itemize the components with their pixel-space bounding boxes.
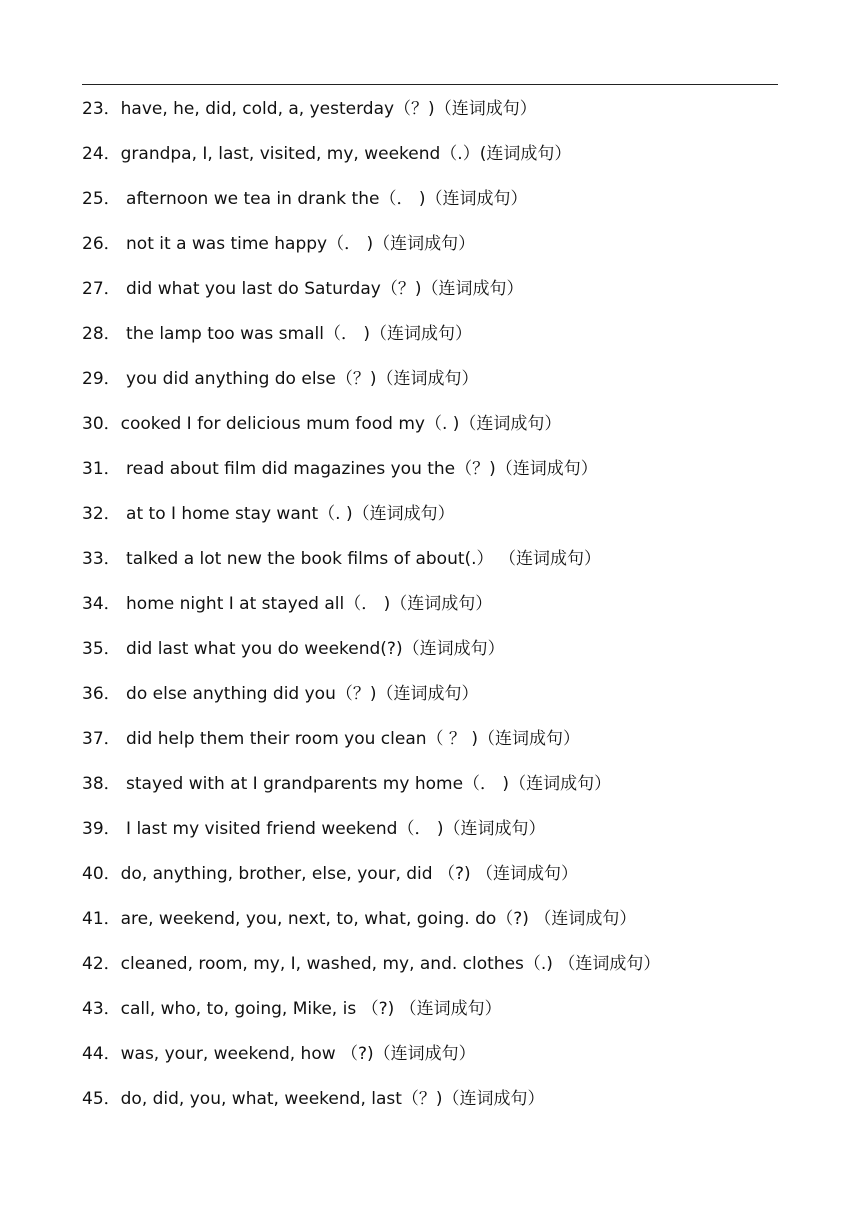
question-item: 26． not it a was time happy（． )（连词成句） bbox=[82, 234, 476, 254]
question-item: 35． did last what you do weekend(?)（连词成句） bbox=[82, 639, 505, 659]
question-item: 32． at to I home stay want（. )（连词成句） bbox=[82, 504, 455, 524]
question-item: 45．do, did, you, what, weekend, last（？)（连词成句） bbox=[82, 1089, 545, 1109]
question-item: 43．call, who, to, going, Mike, is （?) （连词成句） bbox=[82, 999, 502, 1019]
question-item: 41．are, weekend, you, next, to, what, going. do（?) （连词成句） bbox=[82, 909, 637, 929]
question-item: 36． do else anything did you（？)（连词成句） bbox=[82, 684, 479, 704]
question-item: 27． did what you last do Saturday（？)（连词成句） bbox=[82, 279, 524, 299]
question-item: 25． afternoon we tea in drank the（． )（连词成句） bbox=[82, 189, 528, 209]
question-item: 29． you did anything do else（？)（连词成句） bbox=[82, 369, 479, 389]
question-item: 30．cooked I for delicious mum food my（. )（连词成句） bbox=[82, 414, 562, 434]
header-rule bbox=[82, 84, 778, 85]
question-item: 44．was, your, weekend, how （?)（连词成句） bbox=[82, 1044, 476, 1064]
question-item: 42．cleaned, room, my, I, washed, my, and. clothes（.) （连词成句） bbox=[82, 954, 661, 974]
question-item: 40．do, anything, brother, else, your, did （?) （连词成句） bbox=[82, 864, 579, 884]
question-item: 33． talked a lot new the book films of about(.） （连词成句） bbox=[82, 549, 601, 569]
question-list bbox=[82, 95, 782, 1130]
question-item: 28． the lamp too was small（． )（连词成句） bbox=[82, 324, 473, 344]
question-item: 31． read about film did magazines you the（？)（连词成句） bbox=[82, 459, 598, 479]
question-item: 23．have, he, did, cold, a, yesterday（？)（连词成句） bbox=[82, 99, 537, 119]
question-item: 34． home night I at stayed all（． )（连词成句） bbox=[82, 594, 493, 614]
question-item: 39． I last my visited friend weekend（． )（连词成句） bbox=[82, 819, 546, 839]
question-item: 38． stayed with at I grandparents my home（． )（连词成句） bbox=[82, 774, 612, 794]
question-item: 37． did help them their room you clean（ ？ )（连词成句） bbox=[82, 729, 580, 749]
question-item: 24．grandpa, I, last, visited, my, weekend（.）(连词成句） bbox=[82, 144, 572, 164]
